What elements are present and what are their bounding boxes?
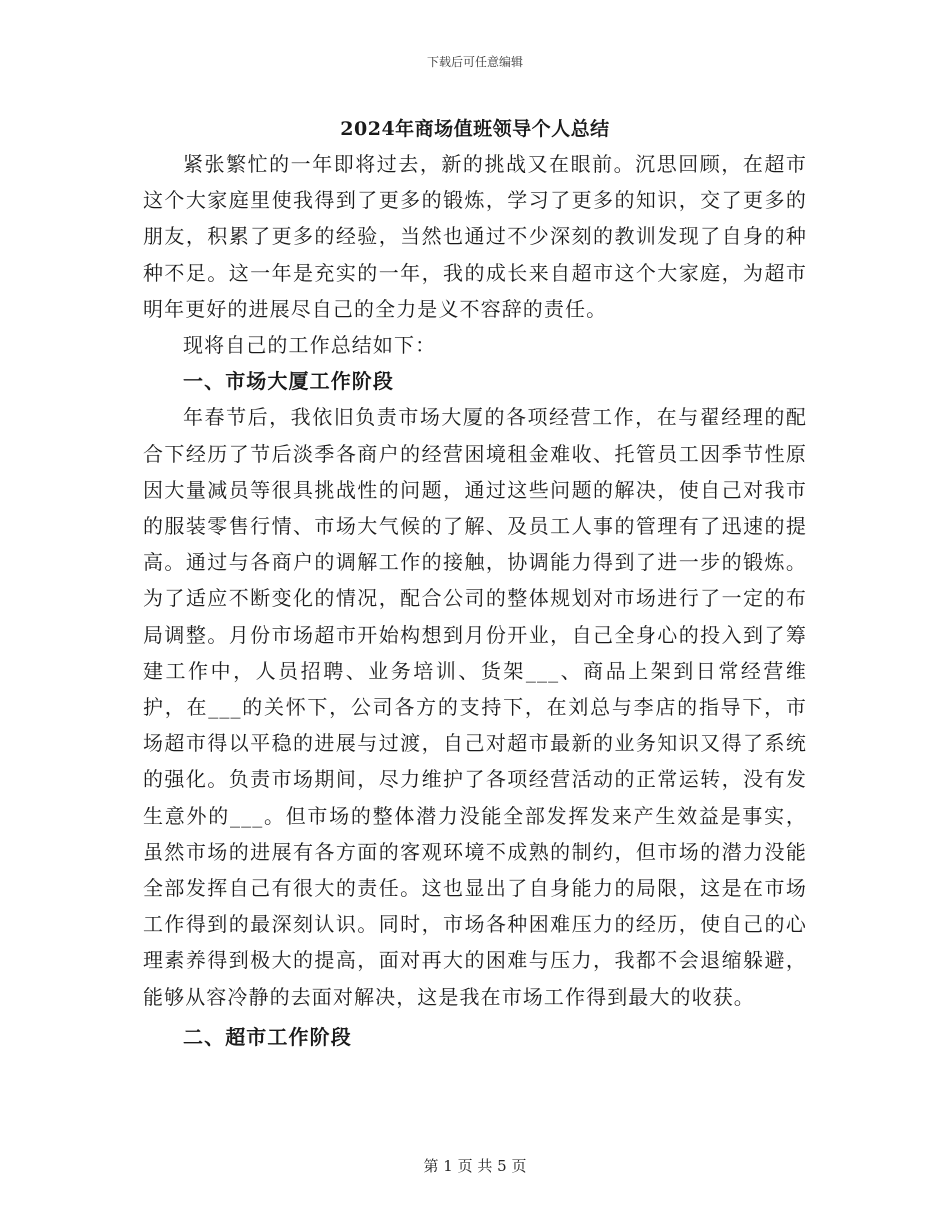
section-2-heading: 二、超市工作阶段 [183, 1024, 352, 1049]
summary-lead-paragraph: 现将自己的工作总结如下： [183, 333, 437, 358]
header-note: 下载后可任意编辑 [426, 55, 523, 69]
page-footer [0, 1155, 950, 1176]
document-title: 2024年商场值班领导个人总结 [340, 118, 610, 140]
page-number-label: 第 1 页 共 5 页 [423, 1157, 527, 1175]
document-body [143, 146, 807, 1055]
section-1-heading: 一、市场大厦工作阶段 [183, 369, 394, 394]
intro-paragraph: 紧张繁忙的一年即将过去，新的挑战又在眼前。沉思回顾，在超市这个大家庭里使我得到了更多的锻炼，学习了更多的知识，交了更多的朋友，积累了更多的经验，当然也通过不少深刻的教训发现了自身的种种不足。这一年是充实的一年，我的成长来自超市这个大家庭，为超市明年更好的进展尽自己的全力是义不容辞的责任。 [143, 152, 807, 321]
section-1-paragraph: 年春节后，我依旧负责市场大厦的各项经营工作，在与翟经理的配合下经历了节后淡季各商户的经营困境租金难收、托管员工因季节性原因大量减员等很具挑战性的问题，通过这些问题的解决，使自己对我市的服装零售行情、市场大气候的了解、及员工人事的管理有了迅速的提高。通过与各商户的调解工作的接触，协调能力得到了进一步的锻炼。为了适应不断变化的情况，配合公司的整体规划对市场进行了一定的布局调整。月份市场超市开始构想到月份开业，自己全身心的投入到了筹建工作中，人员招聘、业务培训、货架___、商品上架到日常经营维护，在___的关怀下，公司各方的支持下，在刘总与李店的指导下，市场超市得以平稳的进展与过渡，自己对超市最新的业务知识又得了系统的强化。负责市场期间，尽力维护了各项经营活动的正常运转，没有发生意外的___。但市场的整体潜力没能全部发挥发来产生效益是事实，虽然市场的进展有各方面的客观环境不成熟的制约，但市场的潜力没能全部发挥自己有很大的责任。这也显出了自身能力的局限，这是在市场工作得到的最深刻认识。同时，市场各种困难压力的经历，使自己的心理素养得到极大的提高，面对再大的困难与压力，我都不会退缩躲避，能够从容冷静的去面对解决，这是我在市场工作得到最大的收获。 [143, 405, 807, 1009]
